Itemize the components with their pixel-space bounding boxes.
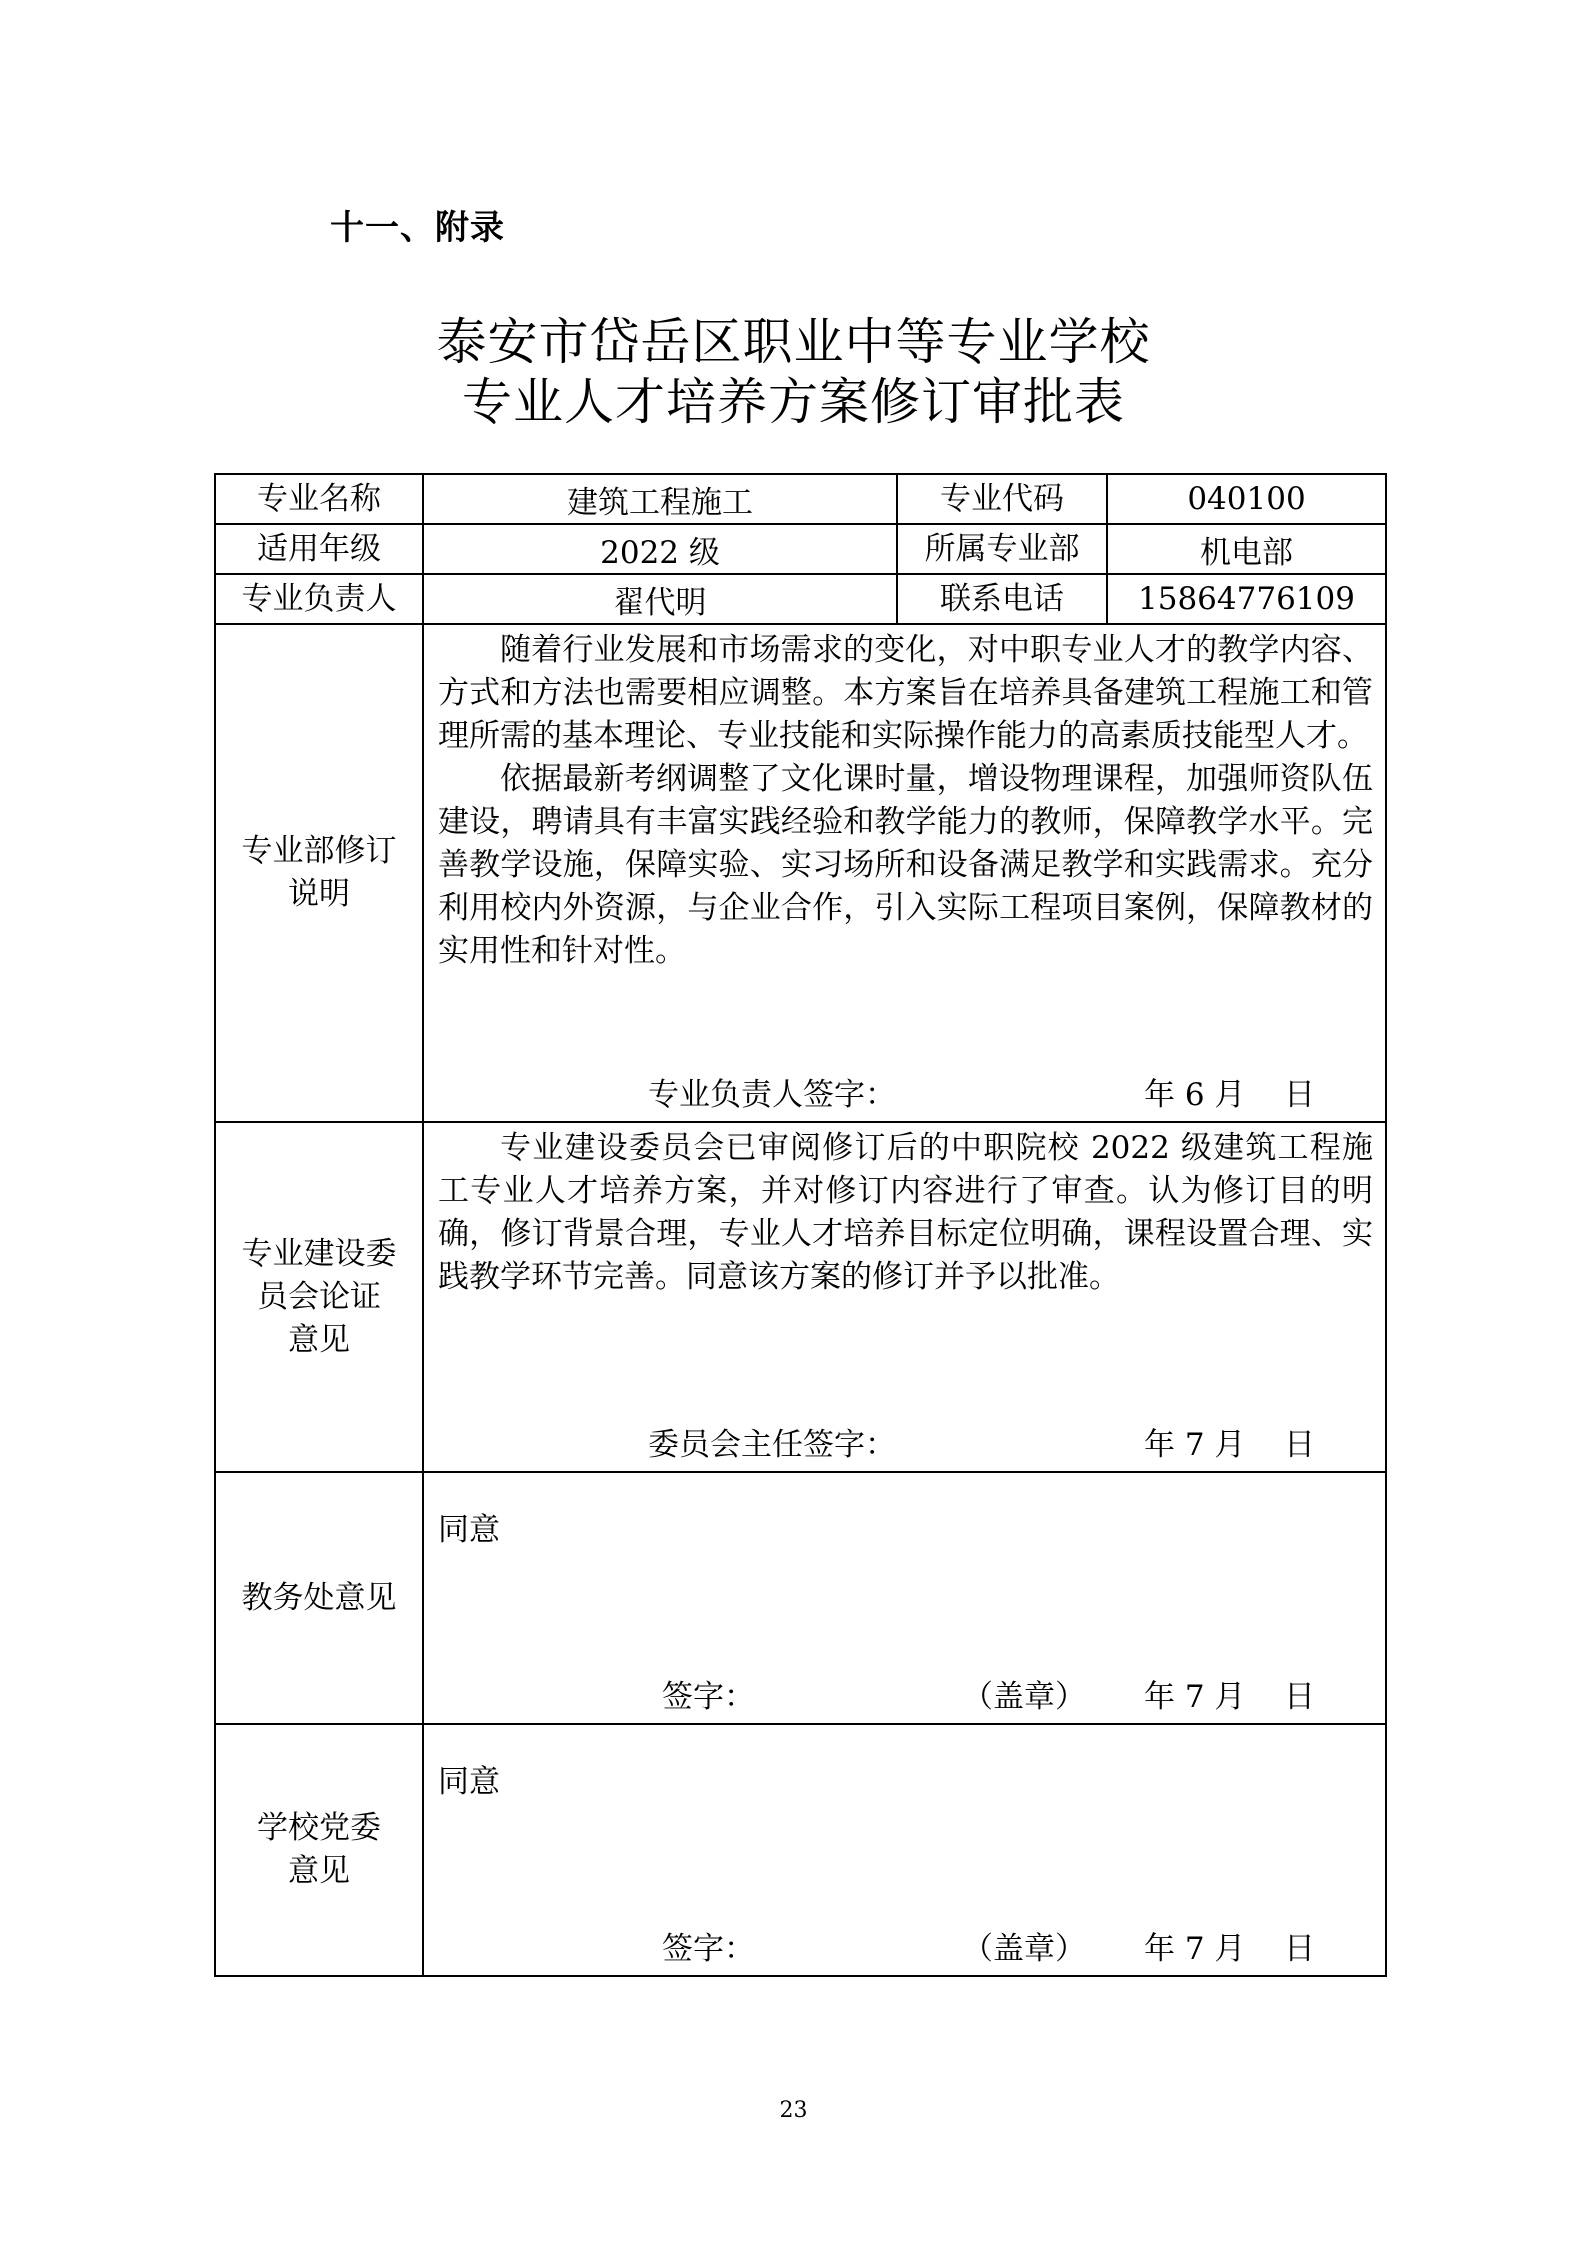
signature-date: 年 7 月 <box>1144 1427 1246 1463</box>
grade-value: 2022 级 <box>423 524 897 574</box>
revision-label <box>215 624 423 1122</box>
approval-table <box>214 473 1387 1977</box>
department-label: 所属专业部 <box>897 524 1107 574</box>
signature-day: 日 <box>1284 1427 1315 1463</box>
committee-label-line3: 意见 <box>288 1321 350 1358</box>
table-row <box>215 1724 1386 1976</box>
leader-value: 翟代明 <box>423 574 897 624</box>
table-row <box>215 1122 1386 1472</box>
revision-label-line1: 专业部修订 <box>241 833 397 869</box>
document-title-line1: 泰安市岱岳区职业中等专业学校 <box>436 313 1151 371</box>
revision-paragraph-1: 随着行业发展和市场需求的变化，对中职专业人才的教学内容、方式和方法也需要相应调整。本方案旨在培养具备建筑工程施工和管理所需的基本理论、专业技能和实际操作能力的高素质技能型人才。 <box>438 632 1373 754</box>
party-committee-label-line2: 意见 <box>288 1853 350 1889</box>
party-committee-sign-line <box>424 1928 1385 1971</box>
signature-label: 签字： <box>662 1679 755 1715</box>
signature-label: 专业负责人签字： <box>648 1077 896 1113</box>
department-value: 机电部 <box>1107 524 1386 574</box>
section-heading: 十一、附录 <box>330 208 505 248</box>
academic-affairs-opinion: 同意 <box>438 1512 500 1548</box>
committee-content <box>423 1122 1386 1472</box>
academic-affairs-sign-line <box>424 1676 1385 1719</box>
signature-label: 签字： <box>662 1931 755 1967</box>
table-row <box>215 474 1386 524</box>
signature-day: 日 <box>1284 1077 1315 1113</box>
committee-sign-line <box>424 1424 1385 1467</box>
page-number: 23 <box>779 2098 808 2123</box>
signature-day: 日 <box>1284 1679 1315 1715</box>
seal-label: （盖章） <box>962 1679 1086 1715</box>
signature-date: 年 7 月 <box>1144 1931 1246 1967</box>
table-row <box>215 524 1386 574</box>
seal-label: （盖章） <box>962 1931 1086 1967</box>
document-title-line2: 专业人才培养方案修订审批表 <box>462 373 1125 431</box>
committee-label-line1: 专业建设委 <box>241 1235 397 1272</box>
revision-content <box>423 624 1386 1122</box>
table-row <box>215 1472 1386 1724</box>
phone-label: 联系电话 <box>897 574 1107 624</box>
leader-label: 专业负责人 <box>215 574 423 624</box>
major-code-label: 专业代码 <box>897 474 1107 524</box>
signature-date: 年 7 月 <box>1144 1679 1246 1715</box>
table-row <box>215 624 1386 1122</box>
major-name-label: 专业名称 <box>215 474 423 524</box>
party-committee-content <box>423 1724 1386 1976</box>
signature-label: 委员会主任签字： <box>648 1427 896 1463</box>
revision-paragraph-2: 依据最新考纲调整了文化课时量，增设物理课程，加强师资队伍建设，聘请具有丰富实践经验和教学能力的教师，保障教学水平。完善教学设施，保障实验、实习场所和设备满足教学和实践需求。充分利用校内外资源，与企业合作，引入实际工程项目案例，保障教材的实用性和针对性。 <box>438 761 1373 969</box>
party-committee-opinion: 同意 <box>438 1764 500 1800</box>
revision-label-line2: 说明 <box>288 876 350 912</box>
committee-label-line2: 员会论证 <box>257 1278 381 1315</box>
academic-affairs-label: 教务处意见 <box>215 1472 423 1724</box>
phone-value: 15864776109 <box>1107 574 1386 624</box>
signature-date: 年 6 月 <box>1144 1077 1246 1113</box>
signature-day: 日 <box>1284 1931 1315 1967</box>
committee-paragraph: 专业建设委员会已审阅修订后的中职院校 2022 级建筑工程施工专业人才培养方案，并对修订内容进行了审查。认为修订目的明确，修订背景合理，专业人才培养目标定位明确，课程设置合理、实践教学环节完善。同意该方案的修订并予以批准。 <box>438 1130 1373 1295</box>
major-code-value: 040100 <box>1107 474 1386 524</box>
revision-sign-line <box>424 1074 1385 1117</box>
table-row <box>215 574 1386 624</box>
party-committee-label-line1: 学校党委 <box>257 1810 381 1846</box>
party-committee-label <box>215 1724 423 1976</box>
grade-label: 适用年级 <box>215 524 423 574</box>
committee-label <box>215 1122 423 1472</box>
major-name-value: 建筑工程施工 <box>423 474 897 524</box>
academic-affairs-content <box>423 1472 1386 1724</box>
